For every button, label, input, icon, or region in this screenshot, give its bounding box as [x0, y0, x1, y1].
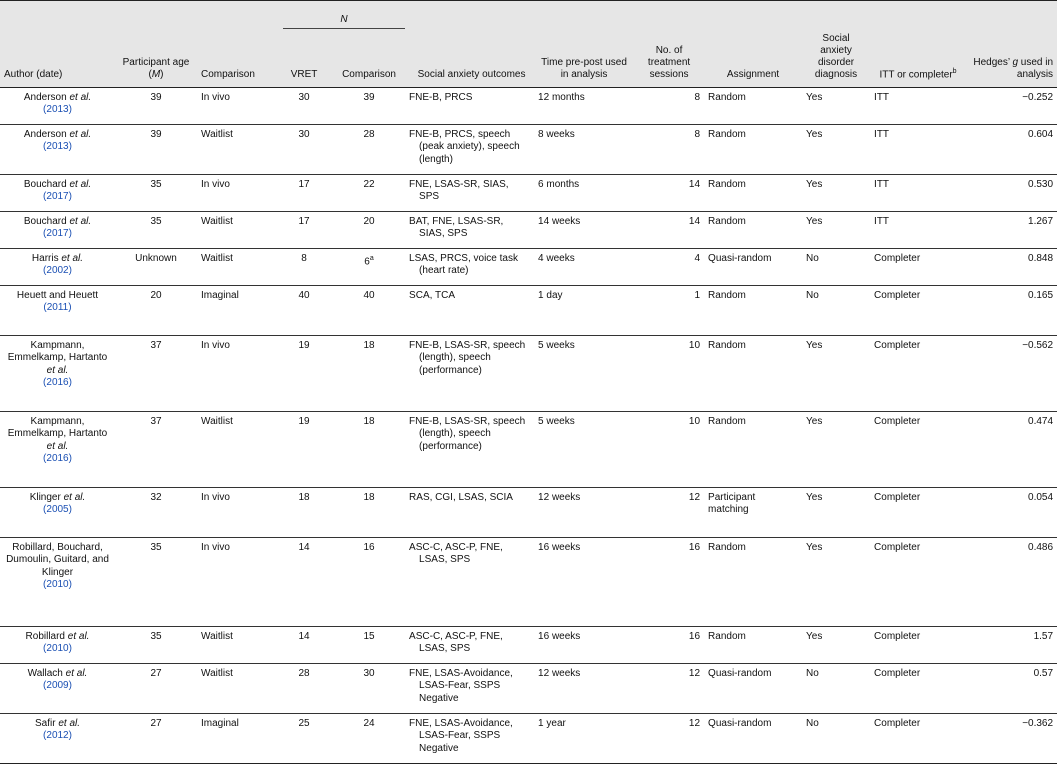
author-name: Anderson	[23, 92, 67, 103]
cell-age: 39	[115, 88, 197, 125]
citation-year-link[interactable]: (2010)	[43, 643, 72, 655]
cell-time: 8 weeks	[534, 125, 634, 175]
cell-vret: 8	[279, 249, 329, 286]
cell-sessions: 12	[634, 488, 704, 538]
table-row	[0, 488, 1057, 538]
cell-age: 37	[115, 412, 197, 488]
cell-assignment: Random	[704, 125, 802, 175]
cell-assignment: Random	[704, 538, 802, 627]
cell-time: 14 weeks	[534, 212, 634, 249]
header-n-comparison: Comparison	[329, 33, 409, 88]
cell-diagnosis: Yes	[802, 125, 870, 175]
table-row	[0, 714, 1057, 764]
cell-n-comparison: 28	[329, 125, 409, 175]
cell-outcomes: BAT, FNE, LSAS-SR, SIAS, SPS	[409, 212, 534, 249]
cell-diagnosis: No	[802, 286, 870, 336]
cell-sessions: 8	[634, 88, 704, 125]
cell-outcomes: ASC-C, ASC-P, FNE, LSAS, SPS	[409, 538, 534, 627]
table-row	[0, 664, 1057, 714]
cell-itt: Completer	[870, 538, 966, 627]
cell-vret: 17	[279, 175, 329, 212]
cell-sessions: 10	[634, 412, 704, 488]
cell-outcomes: FNE, LSAS-Avoidance, LSAS-Fear, SSPS Negative	[409, 664, 534, 714]
header-age: Participant age (M)	[115, 33, 197, 88]
table-row	[0, 125, 1057, 175]
cell-diagnosis: No	[802, 249, 870, 286]
cell-hedges: 0.604	[966, 125, 1057, 175]
author-name: Robillard	[25, 631, 65, 642]
cell-vret: 40	[279, 286, 329, 336]
cell-hedges: 1.267	[966, 212, 1057, 249]
cell-assignment: Quasi-random	[704, 249, 802, 286]
cell-hedges: 0.530	[966, 175, 1057, 212]
cell-comparison: Waitlist	[197, 412, 279, 488]
cell-author	[0, 664, 115, 714]
cell-itt: ITT	[870, 125, 966, 175]
citation-year-link[interactable]: (2016)	[43, 452, 72, 464]
cell-hedges: −0.562	[966, 336, 1057, 412]
citation-year-link[interactable]: (2013)	[43, 104, 72, 116]
cell-assignment: Random	[704, 336, 802, 412]
cell-age: 37	[115, 336, 197, 412]
cell-itt: Completer	[870, 286, 966, 336]
cell-vret: 17	[279, 212, 329, 249]
citation-year-link[interactable]: (2011)	[43, 302, 72, 314]
cell-sessions: 1	[634, 286, 704, 336]
cell-vret: 19	[279, 412, 329, 488]
cell-comparison: Waitlist	[197, 627, 279, 664]
author-etal: et al.	[67, 631, 90, 642]
cell-sessions: 16	[634, 538, 704, 627]
cell-diagnosis: Yes	[802, 412, 870, 488]
cell-sessions: 12	[634, 714, 704, 764]
cell-hedges: 0.474	[966, 412, 1057, 488]
cell-author	[0, 249, 115, 286]
cell-author	[0, 714, 115, 764]
header-vret: VRET	[279, 33, 329, 88]
author-etal: et al.	[69, 92, 92, 103]
cell-age: 32	[115, 488, 197, 538]
table-row	[0, 249, 1057, 286]
citation-year-link[interactable]: (2017)	[43, 228, 72, 240]
cell-assignment: Random	[704, 412, 802, 488]
cell-age: Unknown	[115, 249, 197, 286]
cell-comparison: Waitlist	[197, 212, 279, 249]
citation-year-link[interactable]: (2002)	[43, 265, 72, 277]
cell-n-comparison: 30	[329, 664, 409, 714]
cell-assignment: Participant matching	[704, 488, 802, 538]
table-row	[0, 336, 1057, 412]
citation-year-link[interactable]: (2017)	[43, 191, 72, 203]
header-assignment: Assignment	[704, 33, 802, 88]
table-row	[0, 88, 1057, 125]
cell-itt: Completer	[870, 714, 966, 764]
author-name: Heuett and Heuett	[16, 290, 99, 301]
table-row	[0, 175, 1057, 212]
cell-outcomes: FNE-B, PRCS	[409, 88, 534, 125]
table-row	[0, 212, 1057, 249]
cell-outcomes: RAS, CGI, LSAS, SCIA	[409, 488, 534, 538]
cell-time: 12 weeks	[534, 664, 634, 714]
cell-assignment: Random	[704, 88, 802, 125]
cell-hedges: 0.165	[966, 286, 1057, 336]
header-time: Time pre-post used in analysis	[534, 33, 634, 88]
cell-diagnosis: Yes	[802, 336, 870, 412]
table-row	[0, 286, 1057, 336]
table-row	[0, 412, 1057, 488]
cell-n-comparison: 40	[329, 286, 409, 336]
cell-outcomes: FNE-B, PRCS, speech (peak anxiety), speech (length)	[409, 125, 534, 175]
cell-n-comparison: 39	[329, 88, 409, 125]
cell-diagnosis: Yes	[802, 88, 870, 125]
cell-author	[0, 412, 115, 488]
cell-vret: 25	[279, 714, 329, 764]
cell-time: 6 months	[534, 175, 634, 212]
cell-sessions: 14	[634, 212, 704, 249]
cell-vret: 30	[279, 88, 329, 125]
cell-outcomes: LSAS, PRCS, voice task (heart rate)	[409, 249, 534, 286]
footnote-marker: a	[369, 255, 374, 262]
author-name: Kampmann, Emmelkamp, Hartanto	[7, 340, 108, 364]
cell-author	[0, 125, 115, 175]
cell-itt: ITT	[870, 88, 966, 125]
cell-diagnosis: Yes	[802, 538, 870, 627]
cell-diagnosis: No	[802, 714, 870, 764]
cell-age: 39	[115, 125, 197, 175]
cell-diagnosis: Yes	[802, 627, 870, 664]
author-name: Klinger	[29, 492, 61, 503]
header-itt: ITT or completer$^b$	[870, 33, 966, 88]
cell-author	[0, 175, 115, 212]
cell-hedges: −0.362	[966, 714, 1057, 764]
table-header	[0, 1, 1057, 88]
cell-age: 27	[115, 664, 197, 714]
author-name: Bouchard	[23, 216, 67, 227]
cell-itt: ITT	[870, 175, 966, 212]
cell-outcomes: FNE-B, LSAS-SR, speech (length), speech (performance)	[409, 336, 534, 412]
cell-comparison: In vivo	[197, 175, 279, 212]
cell-outcomes: ASC-C, ASC-P, FNE, LSAS, SPS	[409, 627, 534, 664]
author-name: Safir	[34, 718, 56, 729]
cell-author	[0, 88, 115, 125]
cell-time: 5 weeks	[534, 412, 634, 488]
citation-year-link[interactable]: (2010)	[43, 578, 72, 590]
cell-age: 27	[115, 714, 197, 764]
cell-comparison: In vivo	[197, 488, 279, 538]
author-etal: et al.	[46, 364, 69, 376]
author-etal: et al.	[69, 179, 92, 190]
cell-author	[0, 212, 115, 249]
cell-comparison: Waitlist	[197, 125, 279, 175]
cell-n-comparison: 18	[329, 488, 409, 538]
header-author: Author (date)	[0, 33, 115, 88]
cell-vret: 30	[279, 125, 329, 175]
table-row	[0, 627, 1057, 664]
cell-author	[0, 336, 115, 412]
cell-n-comparison: 22	[329, 175, 409, 212]
cell-sessions: 12	[634, 664, 704, 714]
cell-comparison: In vivo	[197, 336, 279, 412]
cell-age: 20	[115, 286, 197, 336]
table-body	[0, 88, 1057, 764]
header-comparison: Comparison	[197, 33, 279, 88]
author-name: Harris	[31, 253, 59, 264]
citation-year-link[interactable]: (2005)	[43, 504, 72, 516]
n-header: N	[283, 14, 405, 29]
cell-comparison: Waitlist	[197, 664, 279, 714]
cell-sessions: 4	[634, 249, 704, 286]
cell-comparison: Imaginal	[197, 714, 279, 764]
header-diagnosis: Social anxiety disorder diagnosis	[802, 33, 870, 88]
cell-time: 4 weeks	[534, 249, 634, 286]
cell-sessions: 8	[634, 125, 704, 175]
cell-n-comparison: 20	[329, 212, 409, 249]
author-name: Bouchard	[23, 179, 67, 190]
citation-year-link[interactable]: (2012)	[43, 730, 72, 742]
cell-hedges: 0.486	[966, 538, 1057, 627]
cell-vret: 14	[279, 627, 329, 664]
cell-itt: Completer	[870, 249, 966, 286]
cell-assignment: Quasi-random	[704, 664, 802, 714]
cell-sessions: 14	[634, 175, 704, 212]
cell-author	[0, 488, 115, 538]
cell-itt: Completer	[870, 627, 966, 664]
cell-age: 35	[115, 175, 197, 212]
cell-outcomes: SCA, TCA	[409, 286, 534, 336]
cell-n-comparison: 6$^a$	[329, 249, 409, 286]
cell-time: 12 months	[534, 88, 634, 125]
author-name: Anderson	[23, 129, 67, 140]
cell-age: 35	[115, 212, 197, 249]
cell-outcomes: FNE-B, LSAS-SR, speech (length), speech (performance)	[409, 412, 534, 488]
cell-n-comparison: 24	[329, 714, 409, 764]
cell-hedges: 0.054	[966, 488, 1057, 538]
cell-n-comparison: 18	[329, 412, 409, 488]
cell-hedges: 1.57	[966, 627, 1057, 664]
cell-comparison: Imaginal	[197, 286, 279, 336]
citation-year-link[interactable]: (2009)	[43, 680, 72, 692]
cell-n-comparison: 15	[329, 627, 409, 664]
author-etal: et al.	[61, 253, 84, 264]
cell-hedges: 0.848	[966, 249, 1057, 286]
cell-age: 35	[115, 538, 197, 627]
cell-author	[0, 627, 115, 664]
cell-assignment: Random	[704, 286, 802, 336]
header-sessions: No. of treatment sessions	[634, 33, 704, 88]
cell-diagnosis: Yes	[802, 175, 870, 212]
cell-itt: Completer	[870, 664, 966, 714]
cell-n-comparison: 16	[329, 538, 409, 627]
header-hedges: Hedges’ g used in analysis	[966, 33, 1057, 88]
author-etal: et al.	[46, 440, 69, 452]
cell-author	[0, 286, 115, 336]
cell-vret: 18	[279, 488, 329, 538]
cell-vret: 14	[279, 538, 329, 627]
cell-time: 16 weeks	[534, 538, 634, 627]
cell-assignment: Random	[704, 627, 802, 664]
cell-time: 1 day	[534, 286, 634, 336]
cell-time: 5 weeks	[534, 336, 634, 412]
author-etal: et al.	[65, 668, 88, 679]
cell-outcomes: FNE, LSAS-Avoidance, LSAS-Fear, SSPS Negative	[409, 714, 534, 764]
cell-diagnosis: Yes	[802, 212, 870, 249]
cell-sessions: 10	[634, 336, 704, 412]
cell-time: 16 weeks	[534, 627, 634, 664]
cell-age: 35	[115, 627, 197, 664]
cell-hedges: −0.252	[966, 88, 1057, 125]
cell-itt: ITT	[870, 212, 966, 249]
cell-n-comparison: 18	[329, 336, 409, 412]
citation-year-link[interactable]: (2013)	[43, 141, 72, 153]
cell-hedges: 0.57	[966, 664, 1057, 714]
cell-diagnosis: No	[802, 664, 870, 714]
cell-vret: 28	[279, 664, 329, 714]
cell-comparison: Waitlist	[197, 249, 279, 286]
cell-comparison: In vivo	[197, 538, 279, 627]
cell-outcomes: FNE, LSAS-SR, SIAS, SPS	[409, 175, 534, 212]
cell-assignment: Random	[704, 212, 802, 249]
author-etal: et al.	[58, 718, 81, 729]
cell-comparison: In vivo	[197, 88, 279, 125]
cell-time: 12 weeks	[534, 488, 634, 538]
author-etal: et al.	[69, 216, 92, 227]
author-name: Kampmann, Emmelkamp, Hartanto	[7, 416, 108, 440]
cell-sessions: 16	[634, 627, 704, 664]
author-etal: et al.	[69, 129, 92, 140]
citation-year-link[interactable]: (2016)	[43, 376, 72, 388]
header-outcomes: Social anxiety outcomes	[409, 33, 534, 88]
table-row	[0, 538, 1057, 627]
cell-assignment: Quasi-random	[704, 714, 802, 764]
cell-assignment: Random	[704, 175, 802, 212]
cell-itt: Completer	[870, 336, 966, 412]
author-name: Wallach	[27, 668, 63, 679]
cell-author	[0, 538, 115, 627]
cell-itt: Completer	[870, 488, 966, 538]
author-name: Robillard, Bouchard, Dumoulin, Guitard, and Klinger	[6, 542, 109, 578]
cell-vret: 19	[279, 336, 329, 412]
cell-itt: Completer	[870, 412, 966, 488]
cell-time: 1 year	[534, 714, 634, 764]
author-etal: et al.	[63, 492, 86, 503]
cell-diagnosis: Yes	[802, 488, 870, 538]
